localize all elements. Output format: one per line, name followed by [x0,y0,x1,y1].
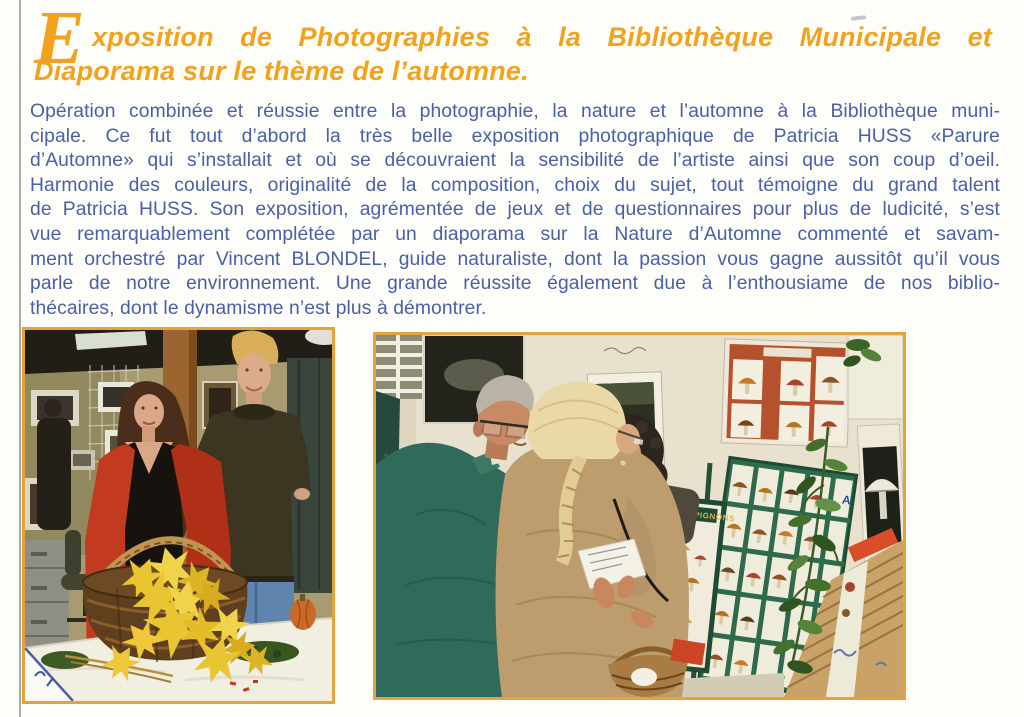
article-line: de Patricia HUSS. Son exposition, agrémentée de jeux et de questionnaires pour plus de ludicité, s’est [30,199,1000,221]
photo2-poster-terracotta [721,339,851,447]
article-line: thécaires, dont le dynamisme n’est plus à démontrer. [30,297,487,319]
photo-mushroom-posters-visitors [373,332,906,700]
article-line: ment orchestré par Vincent BLONDEL, guide naturaliste, dont la passion vous gagne aussitôt qu’il vous [30,248,1000,270]
article-paragraph [30,100,1000,321]
article-line: Opération combinée et réussie entre la photographie, la nature et l’automne à la Bibliothèque muni- [30,101,1000,122]
article-line: d’Automne» qui s’installait et où se découvraient la sensibilité de l’artiste ainsi que son coup d’oeil. [30,150,1000,172]
title-line-1: xposition de Photographies à la Bibliothèque Municipale et [92,22,992,52]
article-title [34,0,992,88]
article-line: vue remarquablement complétée par un diaporama sur la Nature d’Automne commenté et savam- [30,223,1000,245]
photo-left-scene [25,330,332,701]
title-line-2: Diaporama sur le thème de l’automne. [34,56,529,86]
article-line: Harmonie des couleurs, originalité de la composition, choix du sujet, tout témoigne du grand talent [30,174,1000,196]
photo-right-scene [376,335,903,697]
photo-exhibition-basket [22,327,335,704]
scan-edge-line [19,0,21,717]
title-drop-cap: E [34,0,85,80]
article-line: cipale. Ce fut tout d’abord la très belle exposition photographique de Patricia HUSS «Parure [30,125,1000,147]
article-line: parle de notre environnement. Une grande réussite également due à l’enthousiame de nos biblio- [30,273,1000,295]
poster-letter-mark: A [841,492,852,508]
photo2-poster-tall-white [842,335,903,419]
poster-title: CHAMPIGNONS [667,507,736,524]
